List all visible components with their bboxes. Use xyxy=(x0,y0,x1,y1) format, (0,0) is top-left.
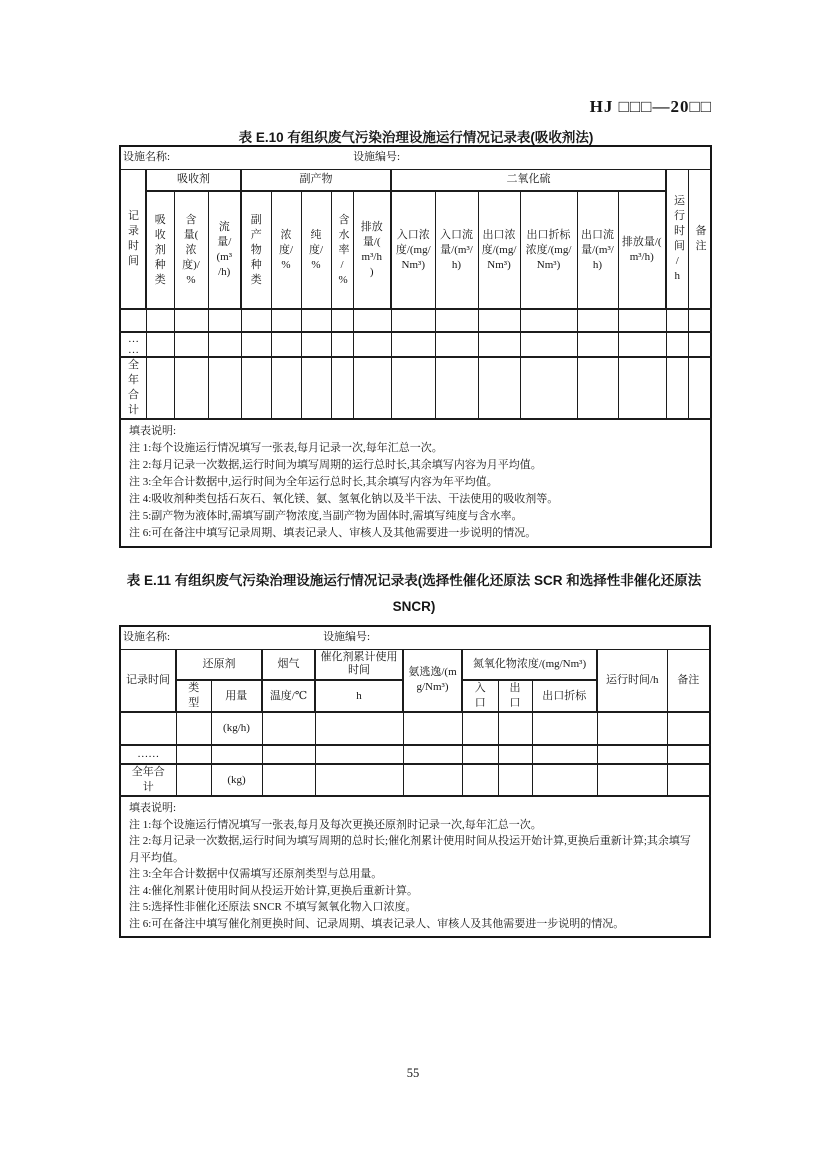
row-ellipsis-label: …… xyxy=(120,745,176,764)
empty-cell xyxy=(271,309,301,332)
facility-name-label: 设施名称: xyxy=(123,631,171,644)
group-reductant: 还原剂 xyxy=(176,649,262,680)
empty-cell xyxy=(618,332,666,357)
amount-unit-cell: (kg) xyxy=(211,764,262,796)
note-line: 注 6:可在备注中填写催化剂更换时间、记录周期、填表记录人、审核人及其他需要进一步说明的情况。 xyxy=(129,917,625,930)
notes-cell xyxy=(120,796,710,937)
standard-number: HJ □□□—20□□ xyxy=(589,97,712,116)
empty-cell xyxy=(301,357,331,419)
col-runtime: 运行时间/h xyxy=(666,169,688,309)
facility-info-row xyxy=(120,626,710,649)
empty-cell xyxy=(391,332,435,357)
empty-cell xyxy=(241,309,271,332)
note-line: 注 5:选择性非催化还原法 SNCR 不填写氮氧化物入口浓度。 xyxy=(129,901,417,913)
empty-cell xyxy=(532,712,597,745)
col-record-time: 记录时间 xyxy=(120,169,146,309)
empty-cell xyxy=(498,712,532,745)
col-record-time: 记录时间 xyxy=(120,649,176,712)
note-line: 注 1:每个设施运行情况填写一张表,每月记录一次,每年汇总一次。 xyxy=(129,442,443,454)
empty-cell xyxy=(262,712,315,745)
col-reductant-amount: 用量 xyxy=(211,680,262,712)
empty-cell xyxy=(478,357,520,419)
col-so2-outlet-concentration: 出口浓度/(mg/Nm³) xyxy=(478,191,520,309)
record-row-ellipsis xyxy=(120,332,711,357)
col-so2-discharge: 排放量/(m³/h) xyxy=(618,191,666,309)
empty-cell xyxy=(666,357,688,419)
empty-cell xyxy=(315,712,403,745)
note-line: 注 4:催化剂累计使用时间从投运开始计算,更换后重新计算。 xyxy=(129,884,419,897)
empty-cell xyxy=(353,309,391,332)
empty-cell xyxy=(315,764,403,796)
notes-title: 填表说明: xyxy=(129,802,177,814)
empty-cell xyxy=(241,332,271,357)
group-catalyst-usage-time: 催化剂累计使用时间 xyxy=(315,649,403,680)
record-row-ellipsis xyxy=(120,745,710,764)
table-e11 xyxy=(119,625,711,938)
empty-cell xyxy=(618,357,666,419)
empty-cell xyxy=(597,745,667,764)
notes-cell xyxy=(120,419,711,547)
note-line: 注 2:每月记录一次数据,运行时间为填写周期的运行总时长,其余填写内容为月平均值。 xyxy=(129,459,542,471)
empty-cell xyxy=(315,745,403,764)
empty-cell xyxy=(577,332,618,357)
col-byproduct-type: 副产物种类 xyxy=(241,191,271,309)
notes-row xyxy=(120,796,710,937)
row-annual-total-label: 全年合计 xyxy=(120,764,176,796)
note-line: 注 4:吸收剂种类包括石灰石、氧化镁、氨、氢氧化钠以及半干法、干法使用的吸收剂等。 xyxy=(129,493,559,505)
col-byproduct-discharge: 排放量/(m³/h) xyxy=(353,191,391,309)
empty-cell xyxy=(618,309,666,332)
group-absorbent: 吸收剂 xyxy=(146,169,241,191)
empty-cell xyxy=(331,332,353,357)
col-ammonia-slip: 氨逃逸/(mg/Nm³) xyxy=(403,649,462,712)
group-nox-concentration: 氮氧化物浓度/(mg/Nm³) xyxy=(462,649,597,680)
empty-cell xyxy=(208,309,241,332)
note-line: 注 6:可在备注中填写记录周期、填表记录人、审核人及其他需要进一步说明的情况。 xyxy=(129,527,537,539)
empty-cell xyxy=(146,332,174,357)
empty-cell xyxy=(403,764,462,796)
empty-cell xyxy=(301,309,331,332)
record-row-annual-total xyxy=(120,357,711,419)
col-so2-outlet-flow: 出口流量/(m³/h) xyxy=(577,191,618,309)
empty-cell xyxy=(241,357,271,419)
col-nox-inlet: 入口 xyxy=(462,680,498,712)
empty-cell xyxy=(666,332,688,357)
empty-cell xyxy=(597,764,667,796)
group-byproduct: 副产物 xyxy=(241,169,391,191)
header-group-row xyxy=(120,649,710,680)
notes-title: 填表说明: xyxy=(129,425,177,437)
empty-cell xyxy=(331,309,353,332)
empty-cell xyxy=(301,332,331,357)
col-nox-outlet: 出口 xyxy=(498,680,532,712)
empty-cell xyxy=(478,309,520,332)
empty-cell xyxy=(146,357,174,419)
group-fluegas: 烟气 xyxy=(262,649,315,680)
empty-cell xyxy=(462,712,498,745)
table-e10 xyxy=(119,145,712,548)
facility-code-label: 设施编号: xyxy=(323,631,371,644)
record-row-monthly xyxy=(120,712,710,745)
col-absorbent-content: 含量(浓度)/% xyxy=(174,191,208,309)
empty-cell xyxy=(666,309,688,332)
notes-row xyxy=(120,419,711,547)
table-e10-title: 表 E.10 有组织废气污染治理设施运行情况记录表(吸收剂法) xyxy=(238,130,594,145)
facility-info-row xyxy=(120,146,711,169)
empty-cell xyxy=(532,764,597,796)
empty-cell xyxy=(435,332,478,357)
empty-cell xyxy=(688,357,711,419)
facility-name-label: 设施名称: xyxy=(123,151,171,164)
empty-cell xyxy=(403,745,462,764)
empty-cell xyxy=(667,745,710,764)
empty-cell xyxy=(120,309,146,332)
note-line: 注 5:副产物为液体时,需填写副产物浓度,当副产物为固体时,需填写纯度与含水率。 xyxy=(129,510,523,522)
note-line: 注 2:每月记录一次数据,运行时间为填写周期的总时长;催化剂累计使用时间从投运开始计算,更换后重新计算;其余填写月平均值。 xyxy=(129,835,691,864)
empty-cell xyxy=(331,357,353,419)
facility-code-label: 设施编号: xyxy=(353,151,401,164)
empty-cell xyxy=(520,357,577,419)
note-line: 注 3:全年合计数据中,运行时间为全年运行总时长,其余填写内容为年平均值。 xyxy=(129,476,498,488)
col-remark: 备注 xyxy=(667,649,710,712)
empty-cell xyxy=(520,332,577,357)
empty-cell xyxy=(577,357,618,419)
empty-cell xyxy=(262,764,315,796)
record-row-annual-total xyxy=(120,764,710,796)
empty-cell xyxy=(174,332,208,357)
empty-cell xyxy=(176,764,211,796)
empty-cell xyxy=(176,712,211,745)
col-runtime: 运行时间/h xyxy=(597,649,667,712)
page-number: 55 xyxy=(406,1066,420,1080)
group-so2: 二氧化硫 xyxy=(391,169,666,191)
row-ellipsis-label: …… xyxy=(120,332,146,357)
empty-cell xyxy=(271,332,301,357)
empty-cell xyxy=(120,712,176,745)
header-sub-row xyxy=(120,191,711,309)
col-remark: 备注 xyxy=(688,169,711,309)
empty-cell xyxy=(208,357,241,419)
empty-cell xyxy=(262,745,315,764)
empty-cell xyxy=(271,357,301,419)
empty-cell xyxy=(174,357,208,419)
header-group-row xyxy=(120,169,711,191)
empty-cell xyxy=(208,332,241,357)
col-so2-inlet-flow: 入口流量/(m³/h) xyxy=(435,191,478,309)
col-fluegas-temp: 温度/℃ xyxy=(262,680,315,712)
col-catalyst-hours: h xyxy=(315,680,403,712)
empty-cell xyxy=(532,745,597,764)
note-line: 注 3:全年合计数据中仅需填写还原剂类型与总用量。 xyxy=(129,868,383,880)
empty-cell xyxy=(688,309,711,332)
col-absorbent-type: 吸收剂种类 xyxy=(146,191,174,309)
col-so2-outlet-std-concentration: 出口折标浓度/(mg/Nm³) xyxy=(520,191,577,309)
empty-cell xyxy=(403,712,462,745)
empty-cell xyxy=(667,712,710,745)
empty-cell xyxy=(353,357,391,419)
amount-unit-cell: (kg/h) xyxy=(211,712,262,745)
empty-cell xyxy=(478,332,520,357)
col-absorbent-flow: 流量/(m³/h) xyxy=(208,191,241,309)
empty-cell xyxy=(462,764,498,796)
col-byproduct-concentration: 浓度/% xyxy=(271,191,301,309)
empty-cell xyxy=(353,332,391,357)
empty-cell xyxy=(462,745,498,764)
empty-cell xyxy=(688,332,711,357)
empty-cell xyxy=(211,745,262,764)
empty-cell xyxy=(597,712,667,745)
row-annual-total-label: 全年合计 xyxy=(120,357,146,419)
empty-cell xyxy=(498,764,532,796)
empty-cell xyxy=(520,309,577,332)
record-row-empty xyxy=(120,309,711,332)
col-byproduct-moisture: 含水率/% xyxy=(331,191,353,309)
col-byproduct-purity: 纯度/% xyxy=(301,191,331,309)
empty-cell xyxy=(498,745,532,764)
col-reductant-type: 类型 xyxy=(176,680,211,712)
empty-cell xyxy=(174,309,208,332)
facility-info-cell xyxy=(120,146,711,169)
note-line: 注 1:每个设施运行情况填写一张表,每月及每次更换还原剂时记录一次,每年汇总一次。 xyxy=(129,818,542,831)
empty-cell xyxy=(391,357,435,419)
col-nox-outlet-std: 出口折标 xyxy=(532,680,597,712)
empty-cell xyxy=(577,309,618,332)
empty-cell xyxy=(667,764,710,796)
facility-info-cell xyxy=(120,626,710,649)
empty-cell xyxy=(176,745,211,764)
empty-cell xyxy=(146,309,174,332)
col-so2-inlet-concentration: 入口浓度/(mg/Nm³) xyxy=(391,191,435,309)
empty-cell xyxy=(435,357,478,419)
empty-cell xyxy=(435,309,478,332)
table-e11-title: 表 E.11 有组织废气污染治理设施运行情况记录表(选择性催化还原法 SCR 和选择性非催化还原法 SNCR) xyxy=(126,573,702,614)
empty-cell xyxy=(391,309,435,332)
